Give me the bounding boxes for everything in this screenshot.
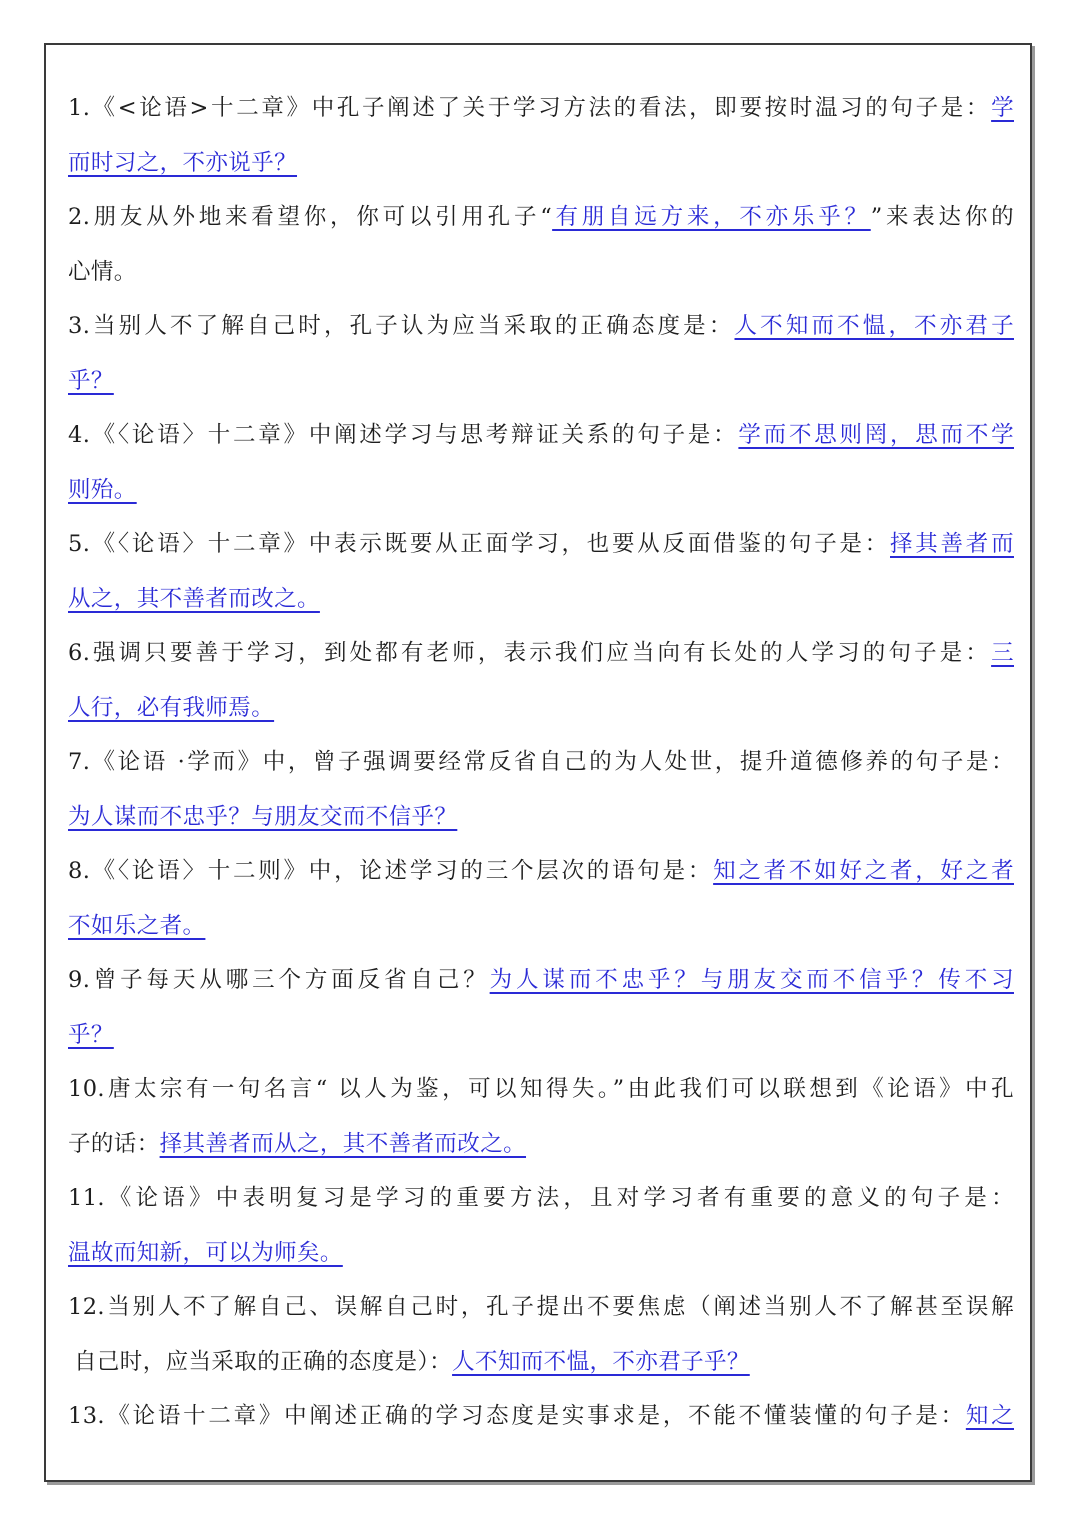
answer-text: 而时习之，不亦说乎？: [68, 149, 298, 176]
question-text: 1.《<论语>十二章》中孔子阐述了关于学习方法的看法，即要按时温习的句子是：: [68, 95, 992, 121]
item-9-line-1: [68, 953, 1014, 1008]
question-text: 13.《论语十二章》中阐述正确的学习态度是实事求是，不能不懂装懂的句子是：: [68, 1403, 966, 1429]
item-10-line-1: [68, 1062, 1014, 1117]
question-text: 6.强调只要善于学习，到处都有老师，表示我们应当向有长处的人学习的句子是：: [68, 640, 992, 666]
question-text: 9.曾子每天从哪三个方面反省自己？: [68, 967, 490, 993]
answer-text: 乎？: [68, 367, 114, 394]
question-text: 3.当别人不了解自己时，孔子认为应当采取的正确态度是：: [68, 313, 735, 339]
answer-text: 学而不思则罔，思而不学: [738, 422, 1014, 448]
item-11-line-2: [68, 1226, 1014, 1281]
item-1-line-2: [68, 136, 1014, 191]
question-text: 10.唐太宗有一句名言“ 以人为鉴，可以知得失。”由此我们可以联想到《论语》中孔: [68, 1076, 1014, 1102]
item-7-line-1: [68, 735, 1014, 790]
item-6-line-2: [68, 681, 1014, 736]
item-8-line-1: [68, 844, 1014, 899]
answer-text: 知之: [965, 1403, 1014, 1429]
question-text: 心情。: [68, 258, 137, 285]
answer-text: 三: [991, 640, 1014, 666]
item-5-line-2: [68, 572, 1014, 627]
answer-text: 为人谋而不忠乎？与朋友交而不信乎？: [68, 803, 458, 830]
question-text: 12.当别人不了解自己、误解自己时，孔子提出不要焦虑（阐述当别人不了解甚至误解: [68, 1294, 1014, 1320]
answer-text: 有朋自远方来，不亦乐乎？: [552, 204, 871, 230]
answer-text: 择其善者而从之，其不善者而改之。: [159, 1130, 527, 1157]
answer-text: 温故而知新，可以为师矣。: [68, 1239, 343, 1266]
question-text: 5.《〈论语〉十二章》中表示既要从正面学习，也要从反面借鉴的句子是：: [68, 531, 890, 557]
item-3-line-2: [68, 354, 1014, 409]
item-3-line-1: [68, 299, 1014, 354]
answer-text: 学: [991, 95, 1014, 121]
question-text: 4.《〈论语〉十二章》中阐述学习与思考辩证关系的句子是：: [68, 422, 739, 448]
answer-text: 为人谋而不忠乎？与朋友交而不信乎？传不习: [489, 967, 1014, 993]
item-12-line-1: [68, 1280, 1014, 1335]
question-text: 2.朋友从外地来看望你，你可以引用孔子“: [68, 204, 553, 230]
answer-text: 不如乐之者。: [68, 912, 206, 939]
item-8-line-2: [68, 899, 1014, 954]
answer-text: 人行，必有我师焉。: [68, 694, 275, 721]
item-5-line-1: [68, 517, 1014, 572]
question-text: 自己时，应当采取的正确的态度是）：: [74, 1348, 453, 1375]
question-text: 子的话：: [68, 1130, 160, 1157]
answer-text: 乎？: [68, 1021, 114, 1048]
question-list: [68, 81, 1014, 1444]
item-11-line-1: [68, 1171, 1014, 1226]
item-2-line-2: [68, 245, 1014, 300]
question-text: 11.《论语》中表明复习是学习的重要方法，且对学习者有重要的意义的句子是：: [68, 1185, 1014, 1211]
item-13-line-1: [68, 1389, 1014, 1444]
item-9-line-2: [68, 1008, 1014, 1063]
item-2-line-1: [68, 190, 1014, 245]
item-4-line-1: [68, 408, 1014, 463]
answer-text: 人不知而不愠，不亦君子乎？: [452, 1348, 750, 1375]
item-4-line-2: [68, 463, 1014, 518]
item-7-line-2: [68, 790, 1014, 845]
question-text: 8.《〈论语〉十二则》中，论述学习的三个层次的语句是：: [68, 858, 714, 884]
question-text: ”来表达你的: [870, 204, 1014, 230]
answer-text: 从之，其不善者而改之。: [68, 585, 320, 612]
answer-text: 知之者不如好之者，好之者: [713, 858, 1014, 884]
answer-text: 人不知而不愠，不亦君子: [734, 313, 1014, 339]
answer-text: 则殆。: [68, 476, 137, 503]
answer-text: 择其善者而: [890, 531, 1014, 557]
item-12-line-2: [68, 1335, 1014, 1390]
question-text: 7.《论语 ·学而》中，曾子强调要经常反省自己的为人处世，提升道德修养的句子是：: [68, 749, 1014, 775]
item-1-line-1: [68, 81, 1014, 136]
item-6-line-1: [68, 626, 1014, 681]
item-10-line-2: [68, 1117, 1014, 1172]
document-frame: [44, 43, 1032, 1482]
